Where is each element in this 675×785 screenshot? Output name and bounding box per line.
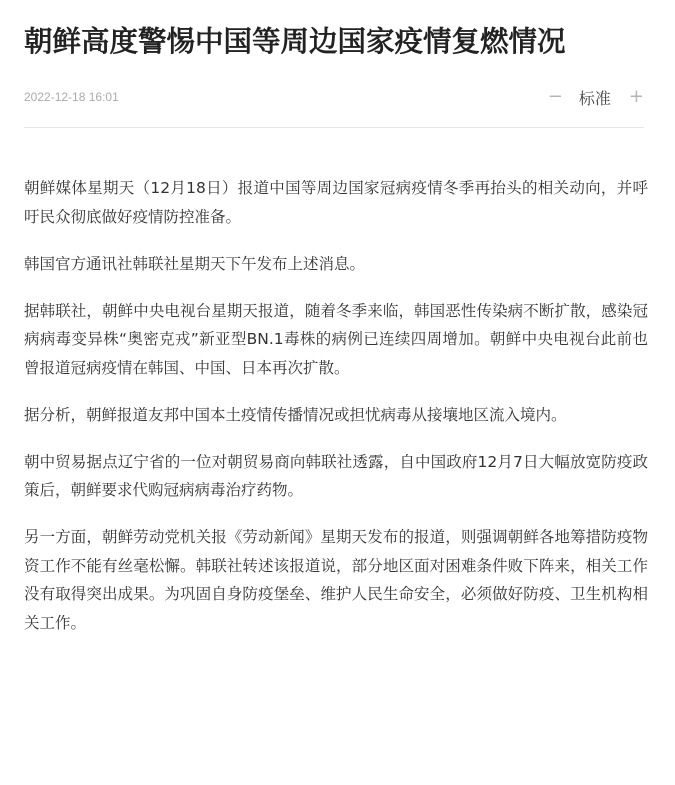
paragraph: 朝中贸易据点辽宁省的一位对朝贸易商向韩联社透露，自中国政府12月7日大幅放宽防疫政策后，朝鲜要求代购冠病病毒治疗药物。: [24, 452, 648, 499]
publish-date: 2022-12-18 16:01: [24, 90, 119, 104]
increase-font-icon[interactable]: +: [628, 86, 644, 107]
font-size-controls: [548, 82, 644, 112]
decrease-font-icon[interactable]: −: [547, 86, 563, 107]
article-meta: [24, 82, 644, 112]
article-title: 朝鲜高度警惕中国等周边国家疫情复燃情况: [24, 25, 566, 58]
paragraph: 据分析，朝鲜报道友邦中国本土疫情传播情况或担忧病毒从接壤地区流入境内。: [24, 405, 567, 424]
font-size-label: 标准: [578, 88, 611, 108]
paragraph: 朝鲜媒体星期天（12月18日）报道中国等周边国家冠病疫情冬季再抬头的相关动向，并呼吁民众彻底做好疫情防控准备。: [24, 179, 648, 226]
article-body: [24, 174, 648, 656]
paragraph: 韩国官方通讯社韩联社星期天下午发布上述消息。: [24, 254, 366, 273]
paragraph: 另一方面，朝鲜劳动党机关报《劳动新闻》星期天发布的报道，则强调朝鲜各地筹措防疫物资工作不能有丝毫松懈。韩联社转述该报道说，部分地区面对困难条件败下阵来，相关工作没有取得突出成果。为巩固自身防疫堡垒、维护人民生命安全，必须做好防疫、卫生机构相关工作。: [24, 528, 648, 632]
divider: [24, 127, 644, 128]
paragraph: 据韩联社，朝鲜中央电视台星期天报道，随着冬季来临，韩国恶性传染病不断扩散，感染冠病病毒变异株“奥密克戎”新亚型BN.1毒株的病例已连续四周增加。朝鲜中央电视台此前也曾报道冠病疫情在韩国、中国、日本再次扩散。: [24, 301, 648, 377]
